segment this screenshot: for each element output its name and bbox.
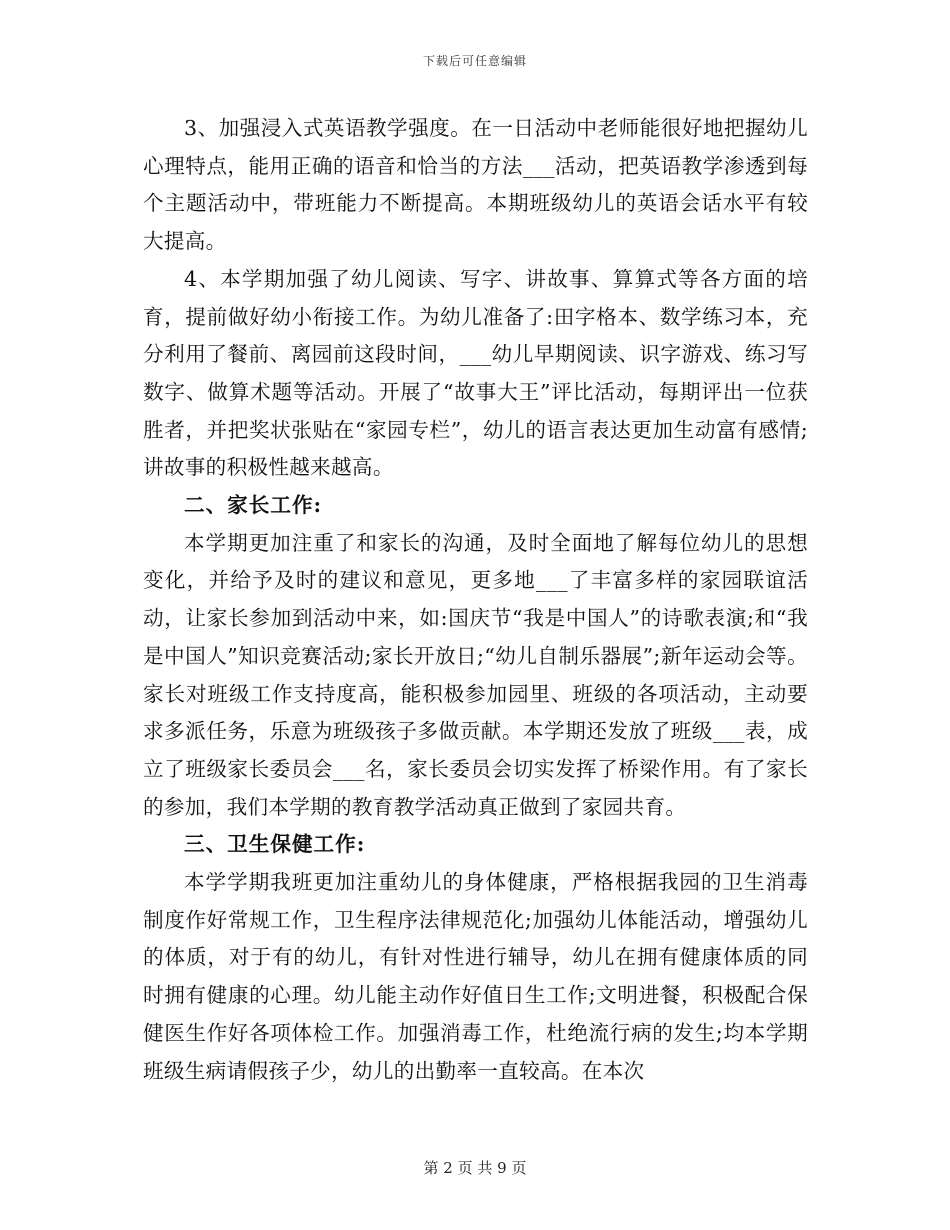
paragraph-health-work: 本学学期我班更加注重幼儿的身体健康，严格根据我园的卫生消毒制度作好常规工作，卫生程序法律规范化;加强幼儿体能活动，增强幼儿的体质，对于有的幼儿，有针对性进行辅导，幼儿在拥有健康体质的同时拥有健康的心理。幼儿能主动作好值日生工作;文明进餐，积极配合保健医生作好各项体检工作。加强消毒工作，杜绝流行病的发生;均本学期班级生病请假孩子少，幼儿的出勤率一直较高。在本次 <box>143 870 808 1083</box>
page-header: 下载后可任意编辑 <box>422 54 527 68</box>
paragraph-reading-writing: 4、本学期加强了幼儿阅读、写字、讲故事、算算式等各方面的培育，提前做好幼小衔接工作。为幼儿准备了:田字格本、数学练习本，充分利用了餐前、离园前这段时间，___幼儿早期阅读、识字游戏、练习写数字、做算术题等活动。开展了“故事大王”评比活动，每期评出一位获胜者，并把奖状张贴在“家园专栏”，幼儿的语言表达更加生动富有感情;讲故事的积极性越来越高。 <box>143 266 808 480</box>
page-footer: 第 2 页 共 9 页 <box>423 1159 527 1177</box>
section-heading-health: 三、卫生保健工作: <box>184 832 366 857</box>
paragraph-english-teaching: 3、加强浸入式英语教学强度。在一日活动中老师能很好地把握幼儿心理特点，能用正确的语音和恰当的方法___活动，把英语教学渗透到每个主题活动中，带班能力不断提高。本期班级幼儿的英语会话水平有较大提高。 <box>143 116 808 254</box>
document-body <box>143 110 808 1090</box>
section-heading-parents: 二、家长工作: <box>184 493 323 518</box>
paragraph-parent-work: 本学期更加注重了和家长的沟通，及时全面地了解每位幼儿的思想变化，并给予及时的建议和意见，更多地___了丰富多样的家园联谊活动，让家长参加到活动中来，如:国庆节“我是中国人”的诗歌表演;和“我是中国人”知识竞赛活动;家长开放日;“幼儿自制乐器展”;新年运动会等。家长对班级工作支持度高，能积极参加园里、班级的各项活动，主动要求多派任务，乐意为班级孩子多做贡献。本学期还发放了班级___表，成立了班级家长委员会___名，家长委员会切实发挥了桥梁作用。有了家长的参加，我们本学期的教育教学活动真正做到了家园共育。 <box>143 530 808 819</box>
